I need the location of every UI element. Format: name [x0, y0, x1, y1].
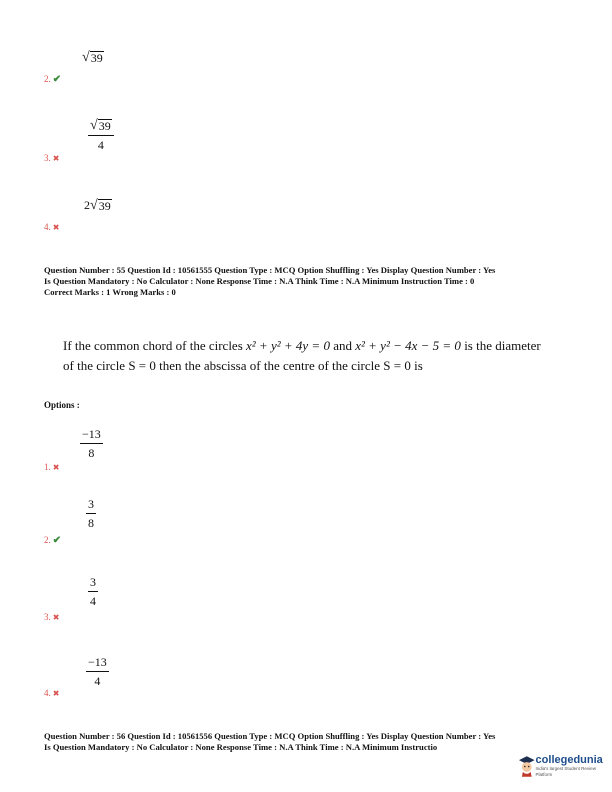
- cross-icon: ✖: [52, 689, 60, 698]
- cross-icon: ✖: [52, 154, 60, 163]
- option-3-label: 3. ✖: [44, 612, 60, 622]
- check-icon: ✔: [52, 535, 62, 546]
- sqrt-expression: √ 39: [82, 50, 103, 65]
- options-label: Options :: [44, 400, 80, 410]
- question-55-meta: Question Number : 55 Question Id : 10561555 Question Type : MCQ Option Shuffling : Yes Display Question Number : Yes Is Question Mandatory : No Calculator : None Response Time : N.A Think Time : N.A Minimum Instruction Time : 0 Correct Marks : 1 Wrong Marks : 0: [44, 265, 496, 297]
- check-icon: ✔: [52, 74, 62, 85]
- option-2-value: $\frac{3}{8}$: [88, 497, 94, 530]
- prev-option-3-value: √ 39 4: [88, 118, 114, 152]
- cross-icon: ✖: [52, 613, 60, 622]
- option-2-label: 2. ✔: [44, 535, 62, 546]
- prev-option-2-value: [82, 50, 104, 65]
- question-56-meta: Question Number : 56 Question Id : 10561556 Question Type : MCQ Option Shuffling : Yes Display Question Number : Yes Is Question Mandatory : No Calculator : None Response Time : N.A Think Time : N.A Minimum Instructio: [44, 731, 496, 752]
- option-1-label: 1. ✖: [44, 462, 60, 472]
- prev-option-4-label: 4. ✖: [44, 222, 60, 232]
- cross-icon: ✖: [52, 463, 60, 472]
- mascot-icon: [518, 755, 536, 777]
- prev-option-3-label: 3. ✖: [44, 153, 60, 163]
- collegedunia-logo: [518, 754, 612, 778]
- logo-name: collegedunia: [535, 754, 603, 766]
- option-4-label: 4. ✖: [44, 688, 60, 698]
- option-4-value: $\frac{-13}{4}$: [88, 655, 107, 688]
- question-55-text: If the common chord of the circles x² + y² + 4y = 0 and x² + y² − 4x − 5 = 0 is the diameter of the circle S = 0 then the abscissa of the centre of the circle S = 0 is: [63, 338, 541, 373]
- cross-icon: ✖: [52, 223, 60, 232]
- option-3-value: $\frac{3}{4}$: [90, 575, 96, 608]
- prev-option-4-value: 2 √ 39: [84, 198, 111, 213]
- logo-tagline: India's largest Student Review Platform: [535, 766, 596, 777]
- option-1-value: $\frac{-13}{8}$: [82, 427, 101, 460]
- prev-option-2-label: 2. ✔: [44, 74, 62, 85]
